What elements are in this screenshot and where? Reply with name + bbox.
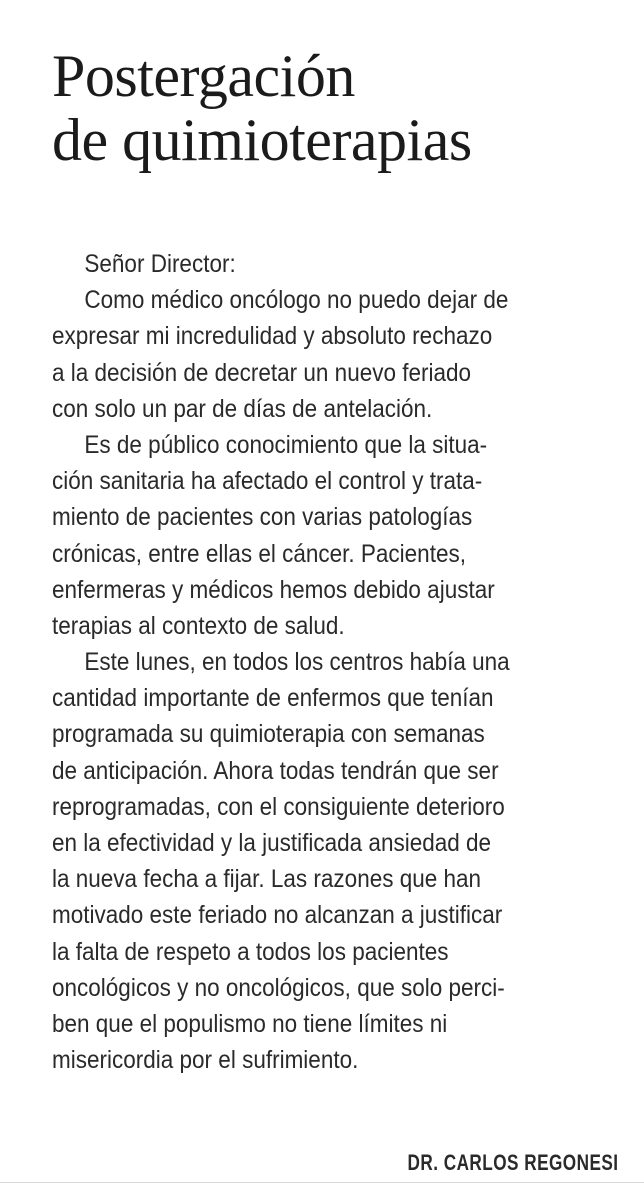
body-line: ción sanitaria ha afectado el control y trata- (52, 467, 483, 496)
title-line: Postergación (52, 43, 355, 109)
body-line: programada su quimioterapia con semanas (52, 720, 485, 749)
body-line: la nueva fecha a fijar. Las razones que han (52, 865, 482, 894)
body-line: Es de público conocimiento que la situa- (84, 430, 488, 459)
body-line: Como médico oncólogo no puedo dejar de (84, 286, 509, 315)
body-line: miento de pacientes con varias patologías (52, 503, 473, 532)
body-line: terapias al contexto de salud. (52, 611, 345, 640)
body-line: con solo un par de días de antelación. (52, 394, 433, 423)
body-line: oncológicos y no oncológicos, que solo perci- (52, 973, 505, 1002)
body-line: crónicas, entre ellas el cáncer. Pacientes, (52, 539, 466, 568)
body-line: enfermeras y médicos hemos debido ajustar (52, 575, 495, 604)
body-line: a la decisión de decretar un nuevo feriado (52, 358, 472, 387)
body-line: cantidad importante de enfermos que tenían (52, 684, 494, 713)
body-line: ben que el populismo no tiene límites ni (52, 1009, 448, 1038)
body-line: Este lunes, en todos los centros había una (84, 648, 510, 677)
body-line: la falta de respeto a todos los pacientes (52, 937, 449, 966)
author-signature: DR. CARLOS REGONESI (407, 1150, 619, 1175)
letter-body (52, 246, 561, 1078)
body-line: reprogramadas, con el consiguiente deterioro (52, 792, 505, 821)
signature-divider (0, 1182, 644, 1183)
body-line: misericordia por el sufrimiento. (52, 1046, 359, 1075)
body-line: motivado este feriado no alcanzan a justificar (52, 901, 503, 930)
salutation: Señor Director: (84, 250, 236, 278)
title-line: de quimioterapias (52, 107, 472, 173)
body-line: de anticipación. Ahora todas tendrán que ser (52, 756, 499, 785)
body-line: en la efectividad y la justificada ansiedad de (52, 829, 492, 857)
body-line: expresar mi incredulidad y absoluto rechazo (52, 322, 493, 351)
article-title (52, 44, 622, 172)
